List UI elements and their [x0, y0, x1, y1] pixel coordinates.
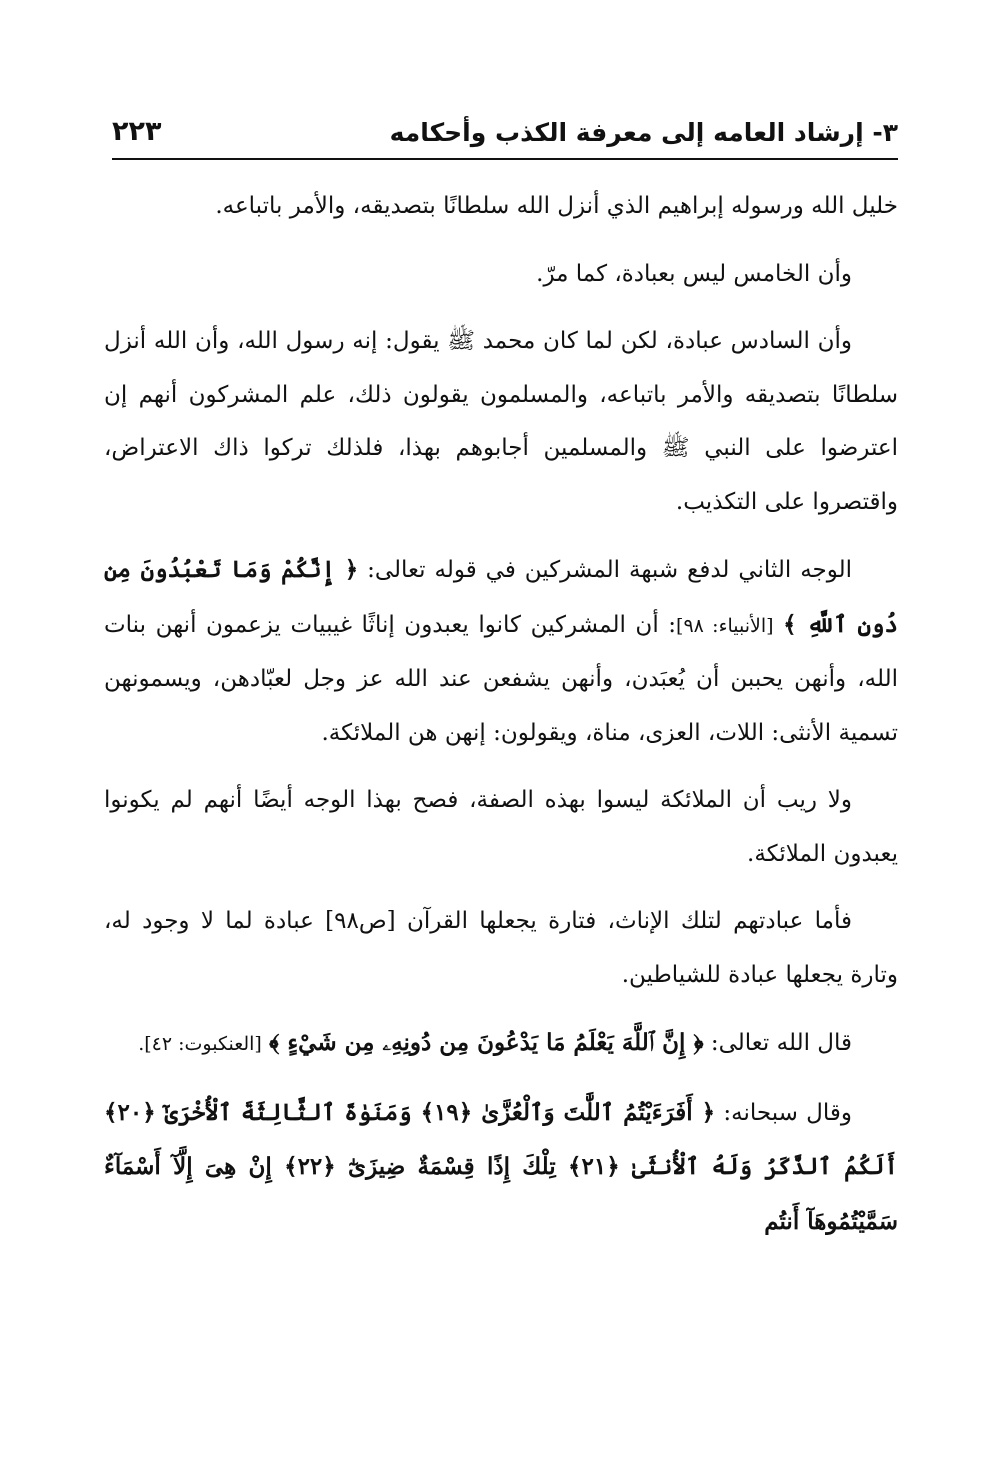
paragraph-2: وأن الخامس ليس بعبادة، كما مرّ.: [536, 260, 852, 287]
quran-verse-najm: ﴿ أَفَرَءَيْتُمُ ٱللَّٰتَ وَٱلْعُزَّىٰ ﴿١٩﴾ وَمَنَوٰةَ ٱلثَّالِثَةَ ٱلْأُخْرَىٰٓ ﴿٢٠﴾ أَلَكُمُ ٱلذَّكَرُ وَلَهُ ٱلْأُنثَىٰ ﴿٢١﴾ تِلْكَ إِذًا قِسْمَةٌ ضِيزَىٰٓ ﴿٢٢﴾ إِنْ هِىَ إِلَّآ أَسْمَآءٌ سَمَّيْتُمُوهَآ أَنتُم: [104, 1098, 898, 1235]
paragraph-4: [104, 543, 898, 760]
quran-verse-anbiya: ﴿ إِنَّكُمْ وَمَا تَعْبُدُونَ مِن دُونِ ٱللَّهِ ﴾: [104, 556, 898, 638]
paragraph-8-intro: وقال سبحانه:: [723, 1099, 852, 1126]
paragraph-7-intro: قال الله تعالى:: [710, 1030, 852, 1056]
verse-citation-ankabut: [العنكبوت: ٤٢].: [138, 1033, 262, 1055]
paragraph-1: خليل الله ورسوله إبراهيم الذي أنزل الله سلطانًا بتصديقه، والأمر باتباعه.: [215, 193, 898, 219]
page-header: [112, 112, 898, 152]
running-title: ٣- إرشاد العامه إلى معرفة الكذب وأحكامه: [389, 118, 898, 147]
paragraph-4-rest: : أن المشركين كانوا يعبدون إناثًا غيبيات يزعمون أنهن بنات الله، وأنهن يحببن أن يُعبَدن، وأنهن يشفعن عند الله عز وجل لعبّادهن، ويسمونهن تسمية الأنثى: اللات، العزى، مناة، ويقولون: إنهن هن الملائكة.: [104, 611, 898, 746]
paragraph-8: [104, 1086, 898, 1250]
paragraph-3: وأن السادس عبادة، لكن لما كان محمد ﷺ يقول: إنه رسول الله، وأن الله أنزل سلطانًا بتصديقه والأمر باتباعه، والمسلمون يقولون ذلك، علم المشركون أنهم إن اعترضوا على النبي ﷺ والمسلمين أجابوهم بهذا، فلذلك تركوا ذاك الاعتراض، واقتصروا على التكذيب.: [104, 328, 898, 515]
header-divider: [112, 158, 898, 160]
paragraph-7: [104, 1016, 898, 1072]
paragraph-4-intro: الوجه الثاني لدفع شبهة المشركين في قوله تعالى:: [367, 557, 853, 583]
paragraph-6: فأما عبادتهم لتلك الإناث، فتارة يجعلها القرآن [ص٩٨] عبادة لما لا وجود له، وتارة يجعلها عبادة للشياطين.: [104, 908, 898, 988]
page-body: [104, 180, 898, 1263]
paragraph-5: ولا ريب أن الملائكة ليسوا بهذه الصفة، فصح بهذا الوجه أيضًا أنهم لم يكونوا يعبدون الملائكة.: [104, 787, 898, 867]
verse-citation-anbiya: [الأنبياء: ٩٨]: [676, 614, 774, 637]
quran-verse-ankabut: ﴿ إِنَّ ٱللَّهَ يَعْلَمُ مَا يَدْعُونَ مِن دُونِهِۦ مِن شَيْءٍ ﴾: [269, 1029, 704, 1056]
page-number: ٢٢٣: [112, 116, 162, 147]
